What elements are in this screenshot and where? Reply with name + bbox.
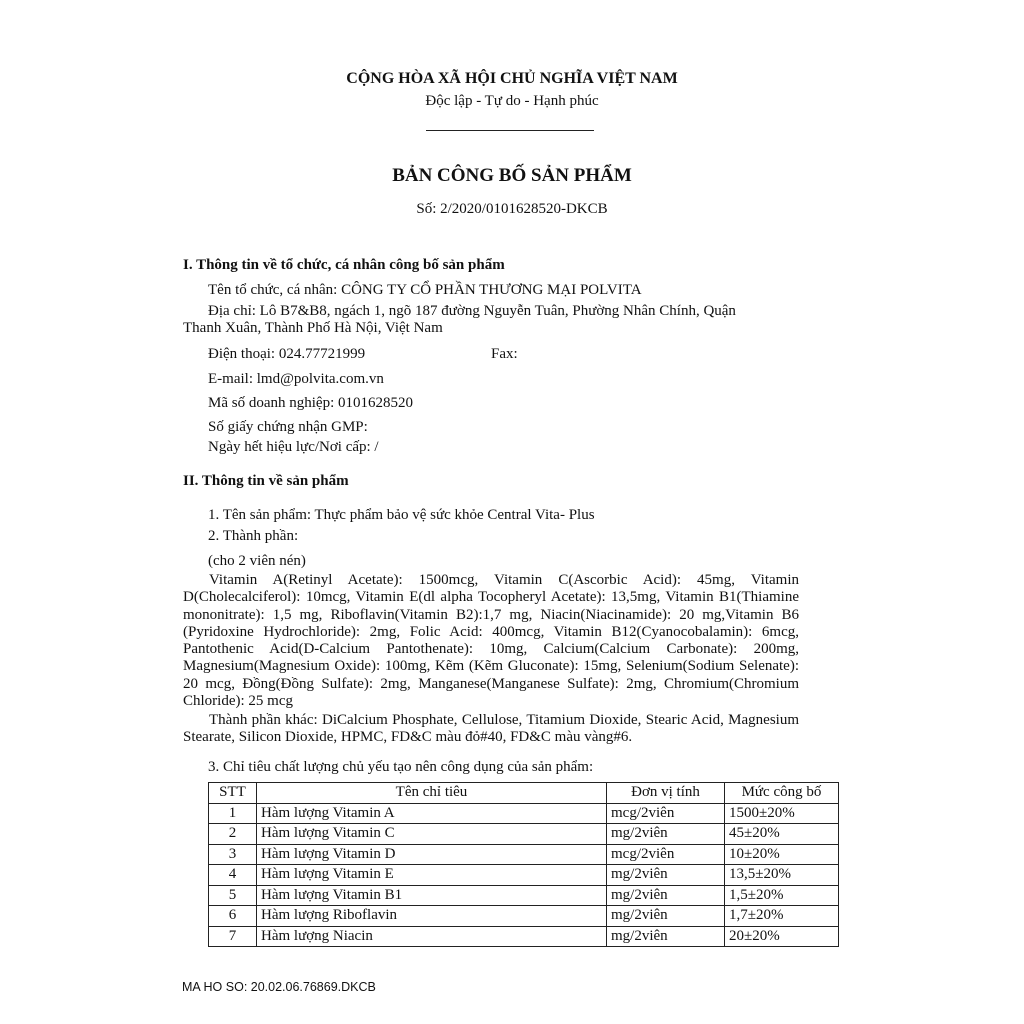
header-indicator: Tên chỉ tiêu — [257, 783, 607, 804]
header-divider — [426, 130, 594, 131]
ingredients-paragraph: Vitamin A(Retinyl Acetate): 1500mcg, Vitamin C(Ascorbic Acid): 45mg, Vitamin D(Cholecalciferol): 10mcg, Vitamin E(dl alpha Tocopheryl Acetate): 13,5mg, Vitamin B1(Thiamine mononitrate): 1,5 mg, Riboflavin(Vitamin B2):1,7 mg, Niacin(Niacinamide): 20 mg,Vitamin B6 (Pyridoxine Hydrochloride): 2mg, Folic Acid: 400mcg, Vitamin B12(Cyanocobalamin): 6mcg, Pantothenic Acid(D-Calcium Pantothenate): 10mg, Calcium(Calcium Carbonate): 200mg, Magnesium(Magnesium Oxide): 100mg, Kẽm (Kẽm Gluconate): 15mg, Selenium(Sodium Selenate): 20 mcg, Đồng(Đồng Sulfate): 2mg, Manganese(Manganese Sulfate): 2mg, Chromium(Chromium Chloride): 25 mcg — [183, 572, 799, 710]
email-address: E-mail: lmd@polvita.com.vn — [208, 371, 384, 387]
cell-stt: 7 — [209, 926, 257, 947]
cell-indicator: Hàm lượng Riboflavin — [257, 906, 607, 927]
cell-level: 20±20% — [725, 926, 839, 947]
header-stt: STT — [209, 783, 257, 804]
business-code: Mã số doanh nghiệp: 0101628520 — [208, 395, 413, 411]
motto: Độc lập - Tự do - Hạnh phúc — [425, 93, 599, 109]
document-number: Số: 2/2020/0101628520-DKCB — [416, 201, 608, 217]
cell-unit: mg/2viên — [607, 906, 725, 927]
phone-number: Điện thoại: 024.77721999 — [208, 346, 366, 362]
ingredients-label: 2. Thành phần: — [208, 528, 299, 544]
cell-indicator: Hàm lượng Vitamin A — [257, 803, 607, 824]
address-line-2: Thanh Xuân, Thành Phố Hà Nội, Việt Nam — [183, 320, 443, 336]
cell-level: 1500±20% — [725, 803, 839, 824]
nation-heading: CỘNG HÒA XÃ HỘI CHỦ NGHĨA VIỆT NAM — [346, 70, 678, 87]
address-line-1: Địa chỉ: Lô B7&B8, ngách 1, ngõ 187 đường Nguyễn Tuân, Phường Nhân Chính, Quận — [208, 303, 736, 319]
cell-indicator: Hàm lượng Vitamin B1 — [257, 885, 607, 906]
cell-unit: mg/2viên — [607, 824, 725, 845]
table-row — [209, 844, 839, 865]
cell-stt: 2 — [209, 824, 257, 845]
table-row — [209, 926, 839, 947]
section2-heading: II. Thông tin về sản phẩm — [183, 473, 349, 489]
cell-indicator: Hàm lượng Niacin — [257, 926, 607, 947]
section1-heading: I. Thông tin về tổ chức, cá nhân công bố sản phẩm — [183, 257, 505, 273]
cell-unit: mg/2viên — [607, 865, 725, 886]
table-row — [209, 803, 839, 824]
table-row — [209, 824, 839, 845]
cell-level: 45±20% — [725, 824, 839, 845]
cell-indicator: Hàm lượng Vitamin C — [257, 824, 607, 845]
cell-stt: 1 — [209, 803, 257, 824]
cell-stt: 6 — [209, 906, 257, 927]
table-header-row — [209, 783, 839, 804]
product-name: 1. Tên sản phẩm: Thực phẩm bảo vệ sức khỏe Central Vita- Plus — [208, 507, 595, 523]
table-row — [209, 906, 839, 927]
quality-heading: 3. Chỉ tiêu chất lượng chủ yếu tạo nên công dụng của sản phẩm: — [208, 759, 594, 775]
table-row — [209, 885, 839, 906]
expiry-issuer: Ngày hết hiệu lực/Nơi cấp: / — [208, 439, 379, 455]
gmp-certificate: Số giấy chứng nhận GMP: — [208, 419, 368, 435]
table-row — [209, 865, 839, 886]
header-unit: Đơn vị tính — [607, 783, 725, 804]
cell-unit: mg/2viên — [607, 885, 725, 906]
other-ingredients-paragraph: Thành phần khác: DiCalcium Phosphate, Cellulose, Titamium Dioxide, Stearic Acid, Magnesium Stearate, Silicon Dioxide, HPMC, FD&C màu đỏ#40, FD&C màu vàng#6. — [183, 712, 799, 746]
cell-level: 1,5±20% — [725, 885, 839, 906]
cell-level: 13,5±20% — [725, 865, 839, 886]
fax-label: Fax: — [491, 346, 518, 362]
ingredients-note: (cho 2 viên nén) — [208, 553, 306, 569]
cell-unit: mcg/2viên — [607, 803, 725, 824]
organization-name: Tên tổ chức, cá nhân: CÔNG TY CỔ PHẦN THƯƠNG MẠI POLVITA — [208, 282, 642, 298]
cell-level: 1,7±20% — [725, 906, 839, 927]
cell-indicator: Hàm lượng Vitamin D — [257, 844, 607, 865]
record-code: MA HO SO: 20.02.06.76869.DKCB — [182, 980, 376, 994]
cell-stt: 5 — [209, 885, 257, 906]
cell-stt: 4 — [209, 865, 257, 886]
cell-unit: mg/2viên — [607, 926, 725, 947]
cell-unit: mcg/2viên — [607, 844, 725, 865]
header-declared-level: Mức công bố — [725, 783, 839, 804]
quality-table — [208, 782, 839, 947]
cell-level: 10±20% — [725, 844, 839, 865]
cell-stt: 3 — [209, 844, 257, 865]
cell-indicator: Hàm lượng Vitamin E — [257, 865, 607, 886]
document-title: BẢN CÔNG BỐ SẢN PHẨM — [392, 165, 632, 186]
